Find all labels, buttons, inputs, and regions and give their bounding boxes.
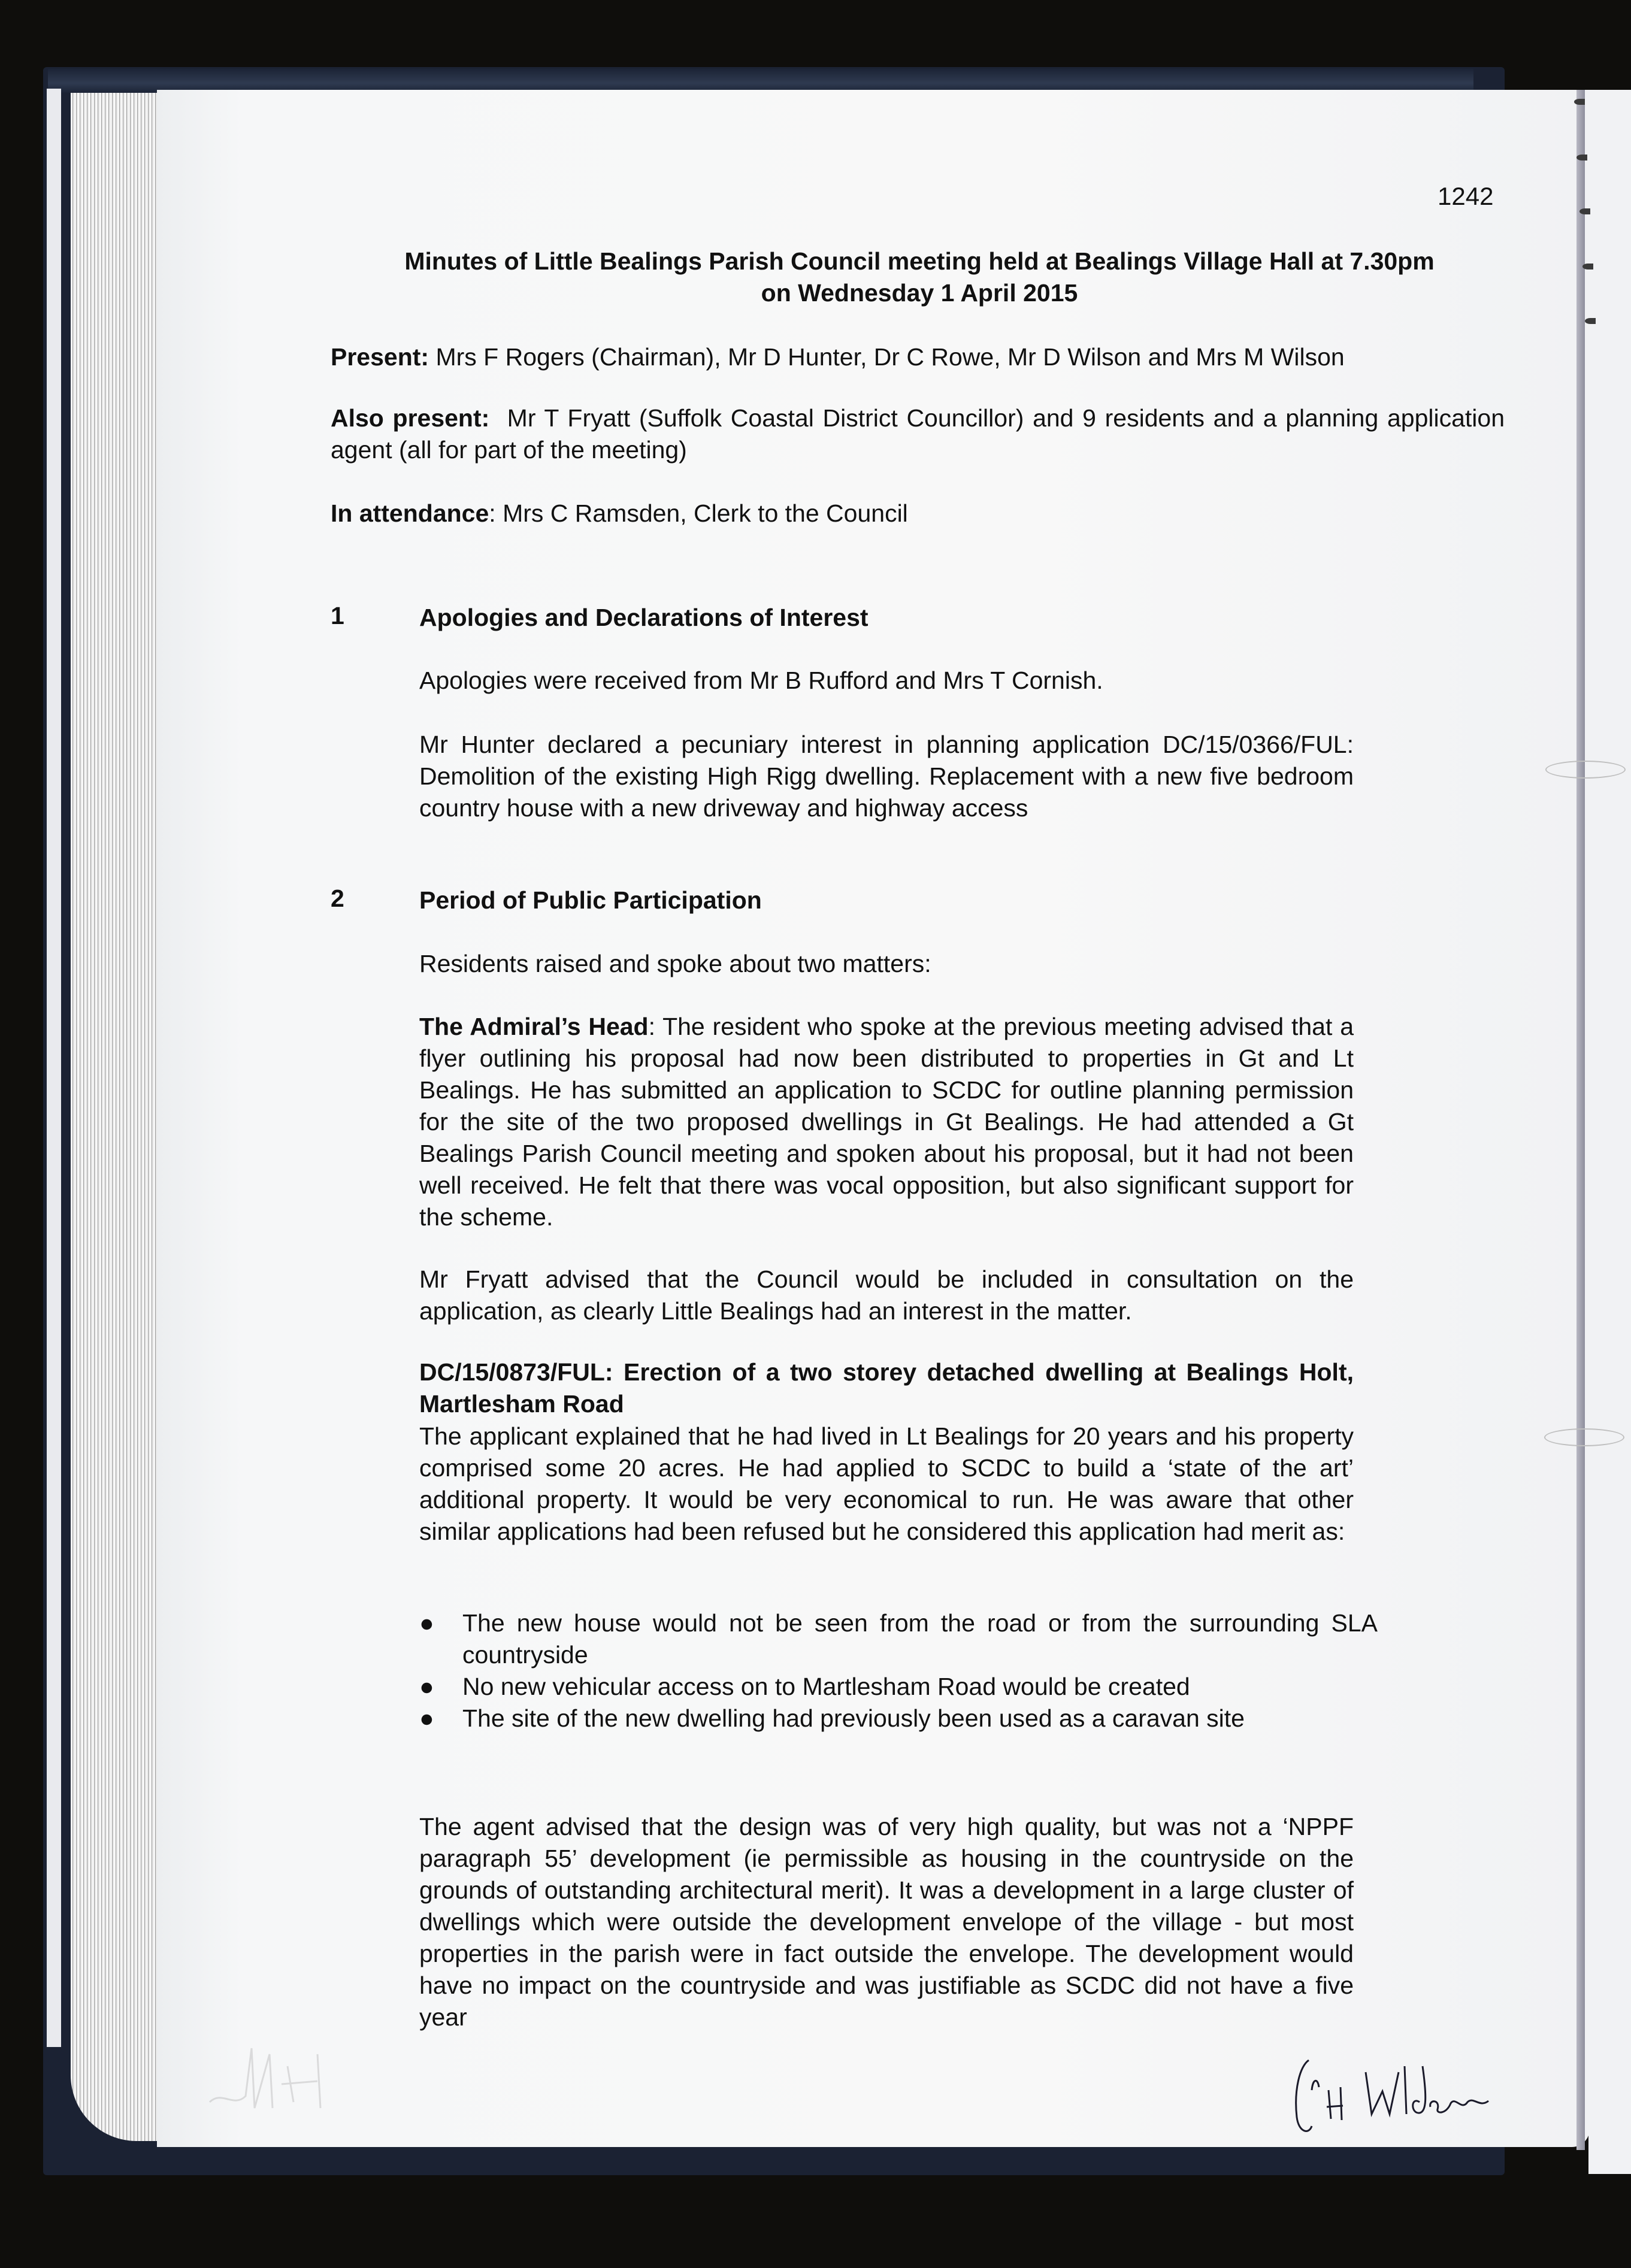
applicant-paragraph: The applicant explained that he had lived in Lt Bealings for 20 years and his property comprised some 20 acres. He had applied to SCDC to build a ‘state of the art’ additional property. It would be very economical to run. He was aware that other similar applications had been refused but he considered this application had merit as: bbox=[419, 1422, 1354, 1545]
also-present-label: Also present: bbox=[331, 404, 490, 432]
fryatt-paragraph: Mr Fryatt advised that the Council would be included in consultation on the application, as clearly Little Bealings had an interest in the matter. bbox=[419, 1265, 1354, 1325]
bullet-icon: ● bbox=[419, 1609, 434, 1637]
item-2-intro: Residents raised and spoke about two matters: bbox=[419, 950, 931, 977]
in-attendance-text: : Mrs C Ramsden, Clerk to the Council bbox=[489, 499, 908, 527]
merit-list-item: ● No new vehicular access on to Martlesham Road would be created bbox=[419, 1671, 1378, 1703]
merit-list bbox=[419, 1607, 1378, 1734]
document-title bbox=[323, 246, 1515, 309]
also-present-text: Mr T Fryatt (Suffolk Coastal District Councillor) and 9 residents and a planning application agent (all for part of the meeting) bbox=[331, 404, 1505, 464]
also-present-row bbox=[331, 402, 1505, 466]
admirals-head-label: The Admiral’s Head bbox=[419, 1013, 649, 1040]
title-line-1: Minutes of Little Bealings Parish Council meeting held at Bealings Village Hall at 7.30pm bbox=[404, 247, 1435, 275]
in-attendance-row bbox=[331, 498, 908, 529]
item-1-number: 1 bbox=[331, 602, 344, 629]
present-row bbox=[331, 341, 1345, 373]
chairman-signature bbox=[1276, 2054, 1497, 2144]
in-attendance-label: In attendance bbox=[331, 499, 489, 527]
present-text: Mrs F Rogers (Chairman), Mr D Hunter, Dr C Rowe, Mr D Wilson and Mrs M Wilson bbox=[435, 343, 1345, 371]
bullet-icon: ● bbox=[419, 1704, 434, 1732]
item-2-heading: Period of Public Participation bbox=[419, 886, 762, 914]
application-heading: DC/15/0873/FUL: Erection of a two storey detached dwelling at Bealings Holt, Martlesham Road bbox=[419, 1358, 1354, 1418]
item-2-number: 2 bbox=[331, 885, 344, 912]
title-line-2: on Wednesday 1 April 2015 bbox=[761, 279, 1078, 307]
item-1-declaration: Mr Hunter declared a pecuniary interest in planning application DC/15/0366/FUL: Demolition of the existing High Rigg dwelling. Replacement with a new five bedroom country house with a new driveway and highway access bbox=[419, 731, 1354, 822]
agent-paragraph: The agent advised that the design was of very high quality, but was not a ‘NPPF paragraph 55’ development (ie permissible as housing in the countryside on the grounds of outstanding architectural merit). It was a development in a large cluster of dwellings which were outside the development envelope of the village - but most properties in the parish were in fact outside the envelope. The development would have no impact on the countryside and was justifiable as SCDC did not have a five year bbox=[419, 1813, 1354, 2031]
present-label: Present: bbox=[331, 343, 429, 371]
admirals-head-paragraph bbox=[419, 1011, 1354, 1233]
page-number: 1242 bbox=[1438, 182, 1494, 210]
merit-list-item: ● The new house would not be seen from the road or from the surrounding SLA countryside bbox=[419, 1607, 1378, 1671]
item-1-apologies: Apologies were received from Mr B Rufford and Mrs T Cornish. bbox=[419, 667, 1103, 694]
item-1-heading: Apologies and Declarations of Interest bbox=[419, 604, 869, 631]
show-through-signature bbox=[198, 2030, 365, 2126]
admirals-head-text: : The resident who spoke at the previous meeting advised that a flyer outlining his proposal had now been distributed to properties in Gt and Lt Bealings. He has submitted an application to SCDC for outline planning permission for the site of the two proposed dwellings in Gt Bealings. He had attended a Gt Bealings Parish Council meeting and spoken about his proposal, but it had not been well received. He felt that there was vocal opposition, but also significant support for the scheme. bbox=[419, 1013, 1354, 1231]
bullet-icon: ● bbox=[419, 1673, 434, 1700]
merit-list-item: ● The site of the new dwelling had previously been used as a caravan site bbox=[419, 1703, 1378, 1734]
